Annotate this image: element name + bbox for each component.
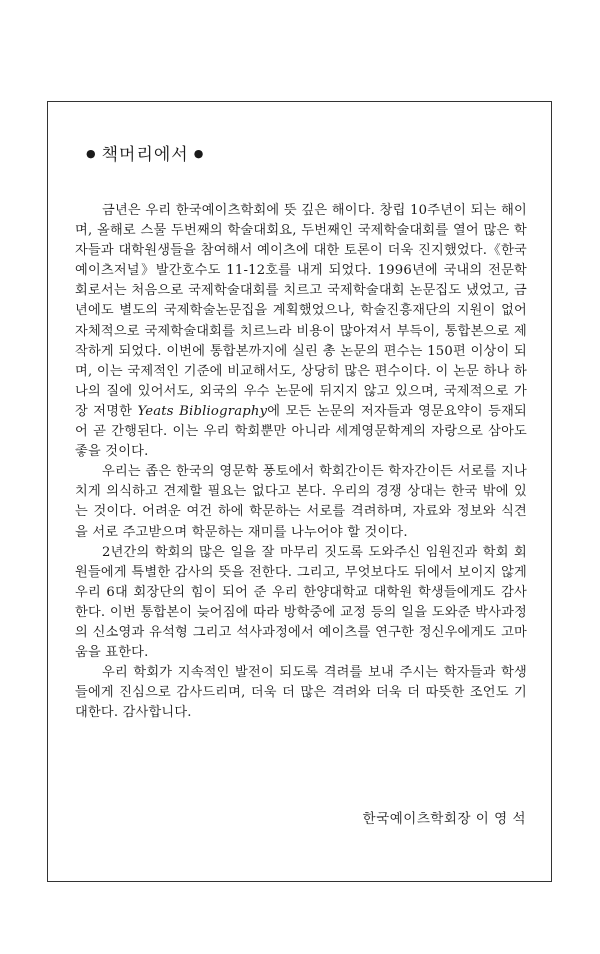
paragraph-3: 2년간의 학회의 많은 일을 잘 마무리 짓도록 도와주신 임원진과 학회 회원들에게 특별한 감사의 뜻을 전한다. 그리고, 무엇보다도 뒤에서 보이지 않게 우리 6대 회장단의 힘이 되어 준 우리 한양대학교 대학원 학생들에게도 감사한다. 이번 통합본이 늦어짐에 따라 방학중에 교정 등의 일을 도와준 박사과정의 신소영과 유석형 그리고 석사과정에서 예이츠를 연구한 정신우에게도 고마움을 표한다. <box>75 544 527 661</box>
paragraph-4: 우리 학회가 지속적인 발전이 되도록 격려를 보내 주시는 학자들과 학생들에게 진심으로 감사드리며, 더욱 더 많은 격려와 더욱 더 따뜻한 조언도 기대한다. 감사합니다. <box>75 665 527 721</box>
heading-title: 책머리에서 <box>101 145 189 165</box>
section-heading <box>86 140 204 165</box>
signature-byline: 한국예이츠학회장 이 영 석 <box>362 811 526 827</box>
paragraph-2: 우리는 좁은 한국의 영문학 풍토에서 학회간이든 학자간이든 서로를 지나치게 의식하고 견제할 필요는 없다고 본다. 우리의 경쟁 상대는 한국 밖에 있는 것이다. 어려운 여건 하에 학문하는 서로를 격려하며, 자료와 정보와 식견을 서로 주고받으며 학문하는 재미를 나누어야 할 것이다. <box>75 464 527 540</box>
paragraph-1-part-1: 금년은 우리 한국예이츠학회에 뜻 깊은 해이다. 창립 10주년이 되는 해이며, 올해로 스물 두번째의 학술대회요, 두번째인 국제학술대회를 열어 많은 학자들과 대학원생들을 참여해서 예이츠에 대한 토론이 더욱 진지했었다.《한국예이츠저널》발간호수도 11-12호를 내게 되었다. 1996년에 국내의 전문학회로서는 처음으로 국제학술대회를 치르고 국제학술대회 논문집도 냈었고, 금년에도 별도의 국제학술논문집을 계획했었으나, 학술진흥재단의 지원이 없어 자체적으로 국제학술대회를 치르느라 비용이 많아져서 부득이, 통합본으로 제작하게 되었다. 이번에 통합본까지에 실린 총 논문의 편수는 150편 이상이 되며, 이는 국제적인 기준에 비교해서도, 상당히 많은 편수이다. 이 논문 하나 하나의 질에 있어서도, 외국의 우수 논문에 뒤지지 않고 있으며, 국제적으로 가장 저명한 <box>75 203 527 419</box>
paragraph-1-part-2: 에 모든 논문의 저자들과 영문요약이 등재되어 곧 간행된다. 이는 우리 학회뿐만 아니라 세계영문학계의 자랑으로 삼아도 좋을 것이다. <box>75 403 527 460</box>
bullet-right-icon: ● <box>193 147 205 160</box>
yeats-bibliography-title: Yeats Bibliography <box>137 403 268 419</box>
paragraph-1 <box>75 201 527 462</box>
bullet-left-icon: ● <box>86 147 97 160</box>
preface-body <box>75 201 527 723</box>
